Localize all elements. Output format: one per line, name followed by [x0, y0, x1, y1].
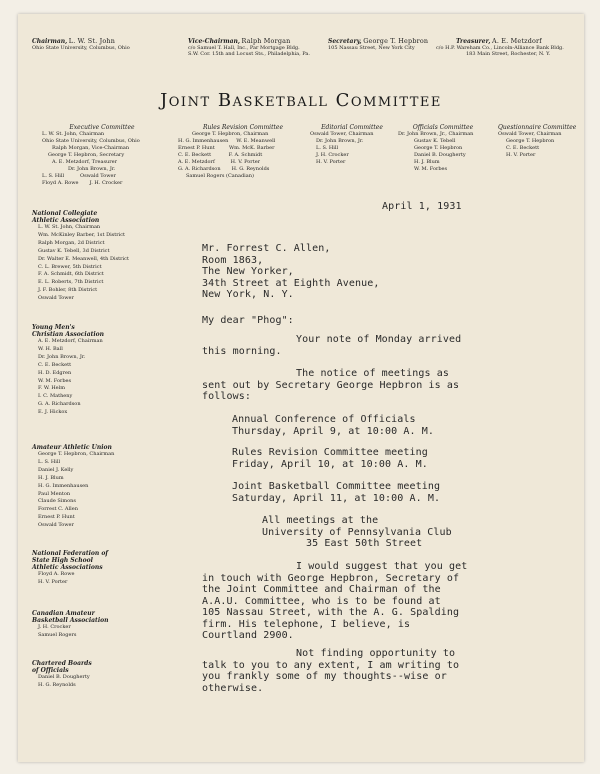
group-member: Gustav K. Tebell, 3d District	[38, 247, 110, 254]
committee-member: George T. Hepbron, Chairman	[192, 131, 269, 137]
committee-member: C. E. Beckett F. A. Schmidt	[178, 152, 263, 158]
address-line: The New Yorker,	[202, 266, 294, 277]
group-title: National Federation of	[32, 550, 108, 557]
group-member: George T. Hepbron, Chairman	[38, 451, 115, 457]
group-member: Daniel J. Kelly	[38, 466, 74, 473]
text-line: University of Pennsylvania Club	[262, 526, 452, 538]
committee-member: George T. Hepbron	[414, 145, 463, 151]
committee-member: L. W. St. John, Chairman	[42, 131, 105, 137]
group-member: E. L. Roberts, 7th District	[38, 279, 104, 286]
group-member: H. V. Porter	[38, 578, 68, 585]
text-line: talk to you to any extent, I am writing to	[202, 659, 460, 671]
letter-date: April 1, 1931	[382, 201, 462, 212]
committee-member: Dr. John Brown, Jr., Chairman	[398, 131, 474, 137]
text-line: Saturday, April 11, at 10:00 A. M.	[232, 492, 441, 504]
recipient-address	[202, 243, 380, 301]
text-line: All meetings at the	[262, 515, 379, 526]
committee-member: J. H. Crocker	[316, 152, 349, 158]
meeting-rules-revision	[232, 447, 428, 470]
text-line: in touch with George Hepbron, Secretary of	[202, 572, 460, 584]
committee-title: Executive Committee	[69, 124, 135, 131]
text-line: Your note of Monday arrived	[296, 334, 462, 345]
paragraph-2	[202, 368, 459, 403]
text-line: Joint Basketball Committee meeting	[232, 481, 441, 492]
text-line: you frankly some of my thoughts--wise or	[202, 671, 447, 682]
group-member: Paul Menton	[38, 490, 71, 497]
text-line: otherwise.	[202, 682, 264, 694]
paragraph-3	[202, 561, 467, 642]
text-line: A.A.U. Committee, who is to be found at	[202, 595, 441, 607]
group-title: Canadian Amateur	[32, 610, 95, 617]
sidebar-chartered-boards	[32, 660, 182, 690]
committee-title: Questionnaire Committee	[498, 124, 577, 131]
meeting-officials-conference	[232, 414, 434, 437]
sidebar-aau	[32, 444, 182, 530]
group-title: Basketball Association	[32, 617, 109, 624]
committee-member: H. J. Blum	[414, 159, 440, 165]
text-line: sent out by Secretary George Hepbron is as	[202, 379, 460, 391]
officer-role: Treasurer,	[456, 38, 491, 45]
address-line: Room 1863,	[202, 254, 264, 266]
group-member: C. E. Beckett	[38, 361, 72, 368]
group-member: Forrest C. Allen	[38, 506, 78, 513]
group-title: National Collegiate	[32, 210, 98, 217]
executive-committee	[32, 124, 172, 187]
text-line: Rules Revision Committee meeting	[232, 447, 428, 458]
address-line: New York, N. Y.	[202, 289, 294, 300]
group-member: Dr. John Brown, Jr.	[38, 353, 86, 360]
sidebar-canadian	[32, 610, 182, 640]
committee-member: H. V. Porter	[506, 152, 536, 158]
committee-member: Samuel Rogers (Canadian)	[186, 173, 254, 179]
committee-member: Ohio State University, Columbus, Ohio	[42, 138, 140, 144]
officer-address: Ohio State University, Columbus, Ohio	[32, 45, 130, 51]
group-member: C. L. Brewer, 5th District	[38, 263, 102, 270]
address-line: 34th Street at Eighth Avenue,	[202, 277, 380, 289]
text-line: the Joint Committee and Chairman of the	[202, 584, 441, 595]
officer-address: 105 Nassau Street, New York City	[328, 45, 415, 51]
group-member: F. W. Helm	[38, 385, 65, 392]
meeting-location	[262, 515, 452, 550]
committee-title: Rules Revision Committee	[202, 124, 284, 131]
text-line: I would suggest that you get	[296, 561, 468, 572]
paragraph-1	[202, 334, 461, 357]
group-member: Wm. McKinley Barber, 1st District	[38, 231, 126, 238]
committee-member: Oswald Tower, Chairman	[498, 131, 562, 137]
group-member: L. S. Hill	[38, 458, 61, 465]
group-member: Daniel B. Dougherty	[38, 674, 90, 680]
committee-member: Dr. John Brown, Jr.	[68, 166, 116, 172]
officer-address: c/o Samuel T. Hall, Inc., Par Mortgage Bldg.	[188, 45, 300, 51]
group-member: W. H. Ball	[38, 345, 63, 352]
group-member: Ernest P. Hunt	[38, 514, 75, 521]
committee-member: Oswald Tower, Chairman	[310, 131, 374, 137]
committee-member: G. A. Richardson H. G. Reynolds	[178, 166, 270, 172]
address-line: Mr. Forrest C. Allen,	[202, 243, 331, 254]
text-line: 105 Nassau Street, with the A. G. Spalding	[202, 607, 460, 618]
group-title: Amateur Athletic Union	[32, 444, 112, 451]
meeting-joint-committee	[232, 481, 440, 504]
committee-member: Ralph Morgan, Vice-Chairman	[52, 145, 130, 151]
group-member: H. G. Reynolds	[38, 681, 76, 688]
committee-member: C. E. Beckett	[506, 145, 540, 151]
group-title: State High School	[32, 557, 93, 564]
group-member: Floyd A. Rowe	[38, 571, 75, 577]
group-member: G. A. Richardson	[38, 401, 81, 408]
committee-member: George T. Hepbron	[506, 138, 555, 144]
group-member: Ralph Morgan, 2d District	[38, 239, 105, 246]
sidebar-high-school	[32, 550, 182, 587]
officer-address: c/o H.P. Wareham Co., Lincoln-Alliance Bank Bldg.	[436, 45, 564, 51]
group-member: L. W. St. John, Chairman	[38, 224, 101, 230]
group-member: A. E. Metzdorf, Chairman	[38, 338, 103, 344]
group-member: H. D. Edgren	[38, 369, 72, 376]
editorial-committee	[310, 124, 394, 166]
group-title: Young Men's	[32, 324, 75, 331]
group-member: F. A. Schmidt, 6th District	[38, 271, 104, 278]
group-member: I. C. Matheny	[38, 393, 73, 400]
officer-role: Secretary,	[328, 38, 362, 45]
group-title: Chartered Boards	[32, 660, 92, 667]
group-member: Samuel Rogers	[38, 631, 77, 638]
group-title: Christian Association	[32, 331, 104, 338]
officer-vice-chairman	[188, 38, 310, 57]
text-line: Friday, April 10, at 10:00 A. M.	[232, 458, 428, 470]
officer-chairman	[32, 38, 130, 51]
sidebar-ymca	[32, 324, 182, 417]
group-member: J. H. Crocker	[38, 624, 71, 630]
questionnaire-committee	[498, 124, 576, 159]
committee-title: Officials Committee	[412, 124, 474, 131]
group-member: Oswald Tower	[38, 295, 74, 302]
letter-page	[18, 14, 584, 762]
officer-address: 183 Main Street, Rochester, N. Y.	[466, 51, 551, 57]
text-line: Annual Conference of Officials	[232, 414, 416, 425]
committee-member: George T. Hepbron, Secretary	[48, 152, 125, 158]
group-member: H. G. Immenhausen	[38, 482, 89, 489]
text-line: Not finding opportunity to	[296, 648, 456, 659]
committee-member: L. S. Hill	[316, 145, 339, 151]
group-member: J. F. Bohler, 8th District	[38, 287, 98, 294]
text-line: firm. His telephone, I believe, is	[202, 618, 411, 630]
officer-name: George T. Hepbron	[363, 37, 429, 45]
officer-role: Chairman,	[32, 38, 68, 45]
group-member: Claude Simons	[38, 498, 76, 505]
officer-name: A. E. Metzdorf	[492, 37, 542, 45]
group-title: of Officials	[32, 667, 69, 674]
committee-member: Floyd A. Rowe J. H. Crocker	[42, 180, 123, 186]
committee-member: Daniel B. Dougherty	[414, 152, 466, 158]
committee-member: Ernest P. Hunt Wm. McK. Barber	[178, 145, 275, 151]
group-member: Oswald Tower	[38, 522, 74, 529]
committee-member: A. E. Metzdorf, Treasurer	[52, 159, 117, 165]
paragraph-4	[202, 648, 459, 694]
officer-role: Vice-Chairman,	[188, 38, 240, 45]
group-member: H. J. Blum	[38, 474, 64, 481]
committee-title: Editorial Committee	[321, 124, 383, 131]
group-member: Dr. Walter E. Meanwell, 4th District	[38, 255, 129, 262]
committee-member: L. S. Hill Oswald Tower	[42, 173, 116, 179]
committee-member: Dr. John Brown, Jr.	[316, 138, 364, 144]
page-title: Joint Basketball Committee	[160, 90, 442, 111]
group-member: E. J. Hickox	[38, 409, 68, 416]
sidebar-ncaa	[32, 210, 182, 303]
text-line: 35 East 50th Street	[306, 538, 423, 549]
text-line: The notice of meetings as	[296, 368, 450, 379]
committee-member: Gustav K. Tebell	[414, 138, 456, 144]
committee-member: W. M. Forbes	[414, 166, 448, 172]
text-line: Thursday, April 9, at 10:00 A. M.	[232, 425, 434, 437]
officer-name: L. W. St. John	[68, 37, 116, 45]
group-member: W. M. Forbes	[38, 377, 72, 384]
rules-revision-committee	[178, 124, 308, 180]
text-line: Courtland 2900.	[202, 630, 294, 641]
group-title: Athletic Associations	[32, 564, 103, 571]
officer-treasurer	[436, 38, 564, 57]
officer-secretary	[328, 38, 428, 51]
text-line: follows:	[202, 391, 251, 402]
committee-member: A. E. Metzdorf H. V. Porter	[178, 159, 261, 165]
officials-committee	[398, 124, 488, 173]
text-line: this morning.	[202, 345, 282, 357]
group-title: Athletic Association	[32, 217, 100, 224]
salutation: My dear "Phog":	[202, 315, 294, 326]
committee-member: H. G. Immenhausen W. E. Meanwell	[178, 138, 276, 144]
officer-name: Ralph Morgan	[241, 37, 291, 45]
committee-member: H. V. Porter	[316, 159, 346, 165]
officer-address: S.W. Cor. 15th and Locust Sts., Philadelphia, Pa.	[188, 51, 311, 57]
